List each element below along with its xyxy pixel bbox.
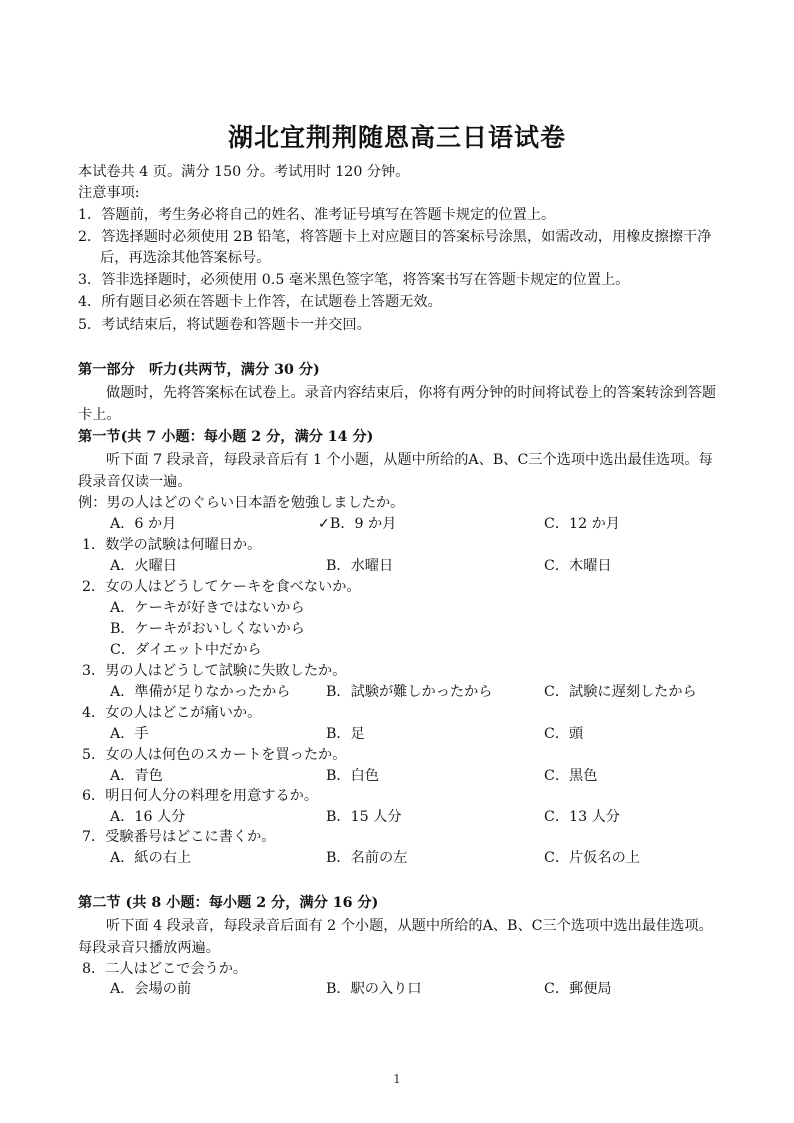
question-5: 5．女の人は何色のスカートを買ったか。 <box>82 747 347 763</box>
notes-heading: 注意事项: <box>78 185 140 201</box>
section2-instructions: 听下面 4 段录音，每段录音后面有 2 个小题，从题中所给的A、B、C三个选项中选出最佳选项。 <box>106 918 713 934</box>
note-5: 5．考试结束后，将试题卷和答题卡一并交回。 <box>78 317 371 333</box>
q1-option-a: A．火曜日 <box>110 558 177 574</box>
part1-heading: 第一部分 听力(共两节，满分 30 分) <box>78 362 320 378</box>
intro-text: 本试卷共 4 页。满分 150 分。考试用时 120 分钟。 <box>78 164 410 180</box>
q6-option-b: B．15 人分 <box>326 809 402 825</box>
section1-instructions-continued: 段录音仅读一遍。 <box>78 474 192 490</box>
q2-option-c: C．ダイエット中だから <box>110 642 262 658</box>
q1-option-b: B．水曜日 <box>326 558 394 574</box>
section1-heading: 第一节(共 7 小题：每小题 2 分，满分 14 分) <box>78 429 374 445</box>
note-4: 4．所有题目必须在答题卡上作答，在试题卷上答题无效。 <box>78 294 442 310</box>
question-6: 6．明日何人分の料理を用意するか。 <box>82 788 319 804</box>
question-7: 7．受験番号はどこに書くか。 <box>82 829 276 845</box>
question-3: 3．男の人はどうして試験に失敗したか。 <box>82 663 347 679</box>
q2-option-b: B．ケーキがおいしくないから <box>110 621 305 637</box>
example-option-c: C．12 か月 <box>544 516 620 532</box>
question-2: 2．女の人はどうしてケーキを食べないか。 <box>82 579 361 595</box>
note-1: 1．答题前，考生务必将自己的姓名、准考证号填写在答题卡规定的位置上。 <box>78 207 556 223</box>
q6-option-a: A．16 人分 <box>110 809 186 825</box>
example-option-a: A．6 か月 <box>110 516 177 532</box>
q5-option-b: B．白色 <box>326 768 379 784</box>
example-option-b-checked: ✓B．9 か月 <box>318 516 397 532</box>
note-2: 2．答选择题时必须使用 2B 铅笔，将答题卡上对应题目的答案标号涂黑，如需改动，用橡皮擦擦干净 <box>78 229 712 245</box>
section2-instructions-continued: 每段录音只播放两遍。 <box>78 940 220 956</box>
q8-option-a: A．会場の前 <box>110 981 192 997</box>
q5-option-c: C．黒色 <box>544 768 598 784</box>
section1-instructions: 听下面 7 段录音，每段录音后有 1 个小题，从题中所给的A、B、C三个选项中选出最佳选项。每 <box>106 452 713 468</box>
note-2-continued: 后，再选涂其他答案标号。 <box>100 250 271 266</box>
q7-option-b: B．名前の左 <box>326 850 408 866</box>
q7-option-a: A．紙の右上 <box>110 850 192 866</box>
q4-option-b: B．足 <box>326 726 365 742</box>
question-1: 1．数学の試験は何曜日か。 <box>82 537 262 553</box>
question-4: 4．女の人はどこが痛いか。 <box>82 705 262 721</box>
q6-option-c: C．13 人分 <box>544 809 620 825</box>
q4-option-c: C．頭 <box>544 726 584 742</box>
q3-option-b: B．試験が難しかったから <box>326 684 493 700</box>
note-3: 3．答非选择题时，必须使用 0.5 毫米黑色签字笔，将答案书写在答题卡规定的位置上。 <box>78 272 630 288</box>
q1-option-c: C．木曜日 <box>544 558 612 574</box>
q8-option-b: B．駅の入り口 <box>326 981 422 997</box>
q4-option-a: A．手 <box>110 726 149 742</box>
q7-option-c: C．片仮名の上 <box>544 850 640 866</box>
example-question: 例：男の人はどのぐらい日本語を勉強しましたか。 <box>78 495 405 511</box>
section2-heading: 第二节 (共 8 小题：每小题 2 分，满分 16 分) <box>78 895 379 911</box>
question-8: 8．二人はどこで会うか。 <box>82 961 248 977</box>
exam-title: 湖北宜荆荆随恩高三日语试卷 <box>227 123 566 152</box>
page-number: 1 <box>393 1072 401 1086</box>
q2-option-a: A．ケーキが好きではないから <box>110 600 305 616</box>
q3-option-c: C．試験に遅刻したから <box>544 684 697 700</box>
q3-option-a: A．準備が足りなかったから <box>110 684 291 700</box>
q8-option-c: C．郵便局 <box>544 981 612 997</box>
part1-instructions-continued: 卡上。 <box>78 407 121 423</box>
q5-option-a: A．青色 <box>110 768 163 784</box>
part1-instructions: 做题时，先将答案标在试卷上。录音内容结束后，你将有两分钟的时间将试卷上的答案转涂到答题 <box>106 385 717 401</box>
